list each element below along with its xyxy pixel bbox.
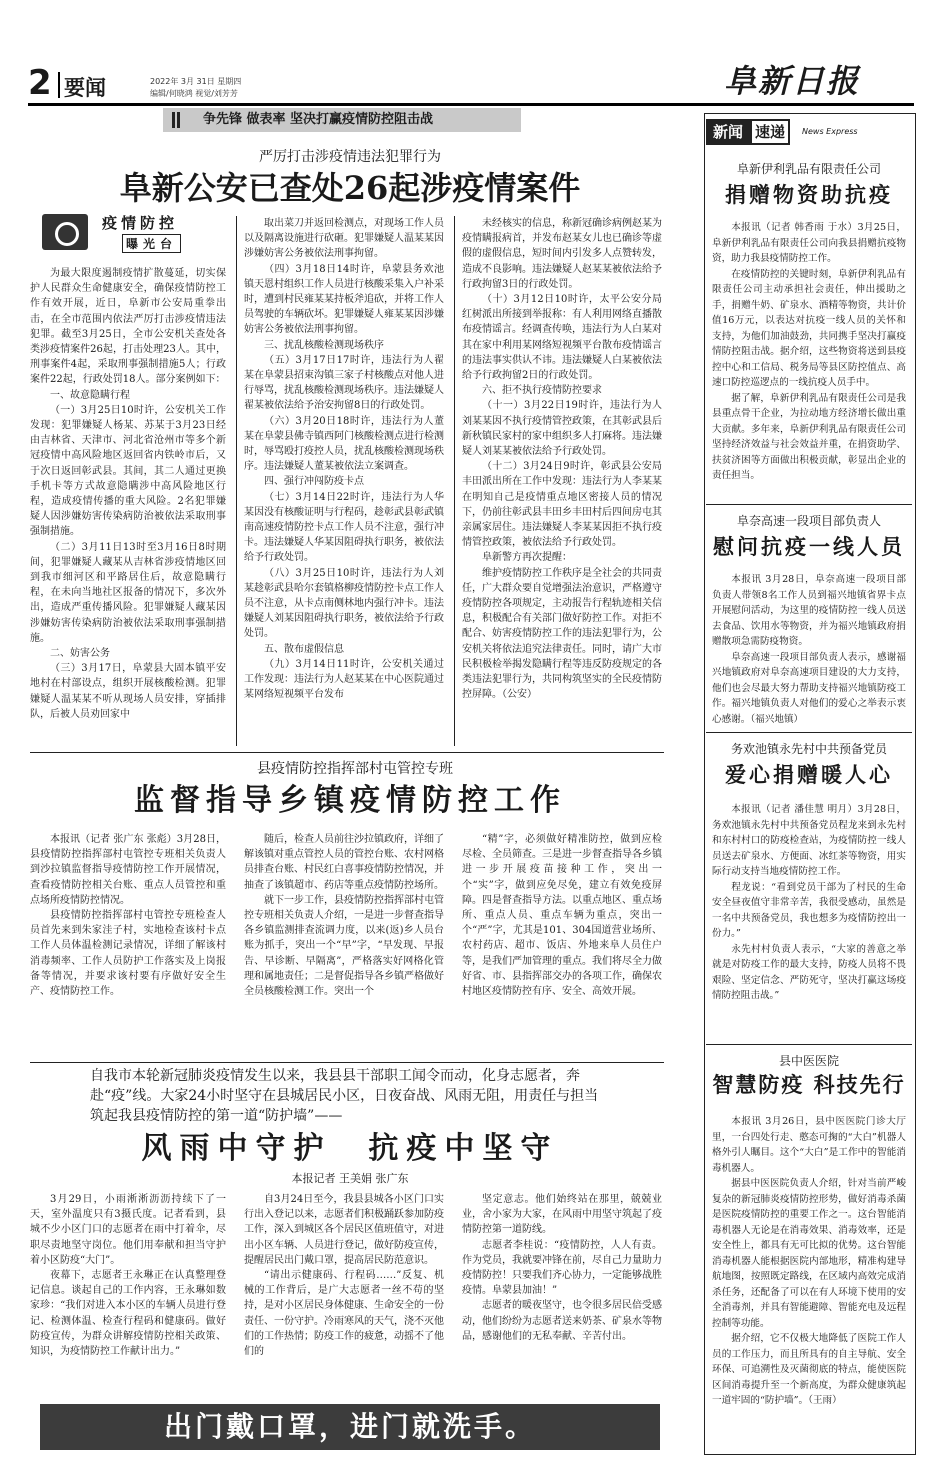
- section-divider: [58, 72, 60, 98]
- paragraph: （一）3月25日10时许，公安机关工作发现：犯罪嫌疑人杨某、苏某于3月23日经由吉林省、天津市、河北省沧州市等多个新冠疫情中高风险地区返回省内铁岭市后，又于次日返回彰武县。其间，其二人通过更换手机卡等方式故意隐瞒涉中高风险地区行程，造成疫情传播的重大风险。2名犯罪嫌疑人因涉嫌妨害传染病防治被依法采取刑事强制措施。: [30, 404, 226, 538]
- news-express-label-a: 新闻: [706, 119, 750, 145]
- paragraph: “请出示健康码、行程码……”反复、机械的工作背后，是广大志愿者一丝不苟的坚持，是对小区居民身体健康、生命安全的一份责任、一份守护。冷雨寒风的天气，浇不灭他们的工作热情；防疫工作的疲惫，动摇不了他们的: [244, 1270, 444, 1358]
- slogan-text: 出门戴口罩，进门就洗手。: [163, 1410, 536, 1443]
- paragraph: （五）3月17日17时许，违法行为人翟某在阜蒙县招束沟镇三家子村核酸点对他人进行辱骂，扰乱核酸检测现场秩序。违法嫌疑人翟某被依法给予治安拘留8日的行政处罚。: [244, 354, 444, 412]
- article2-column-3: [462, 832, 662, 1058]
- banner-bars-icon: [172, 112, 182, 128]
- paragraph: 四、强行冲闯防疫卡点: [264, 476, 364, 488]
- editors-line: 编辑/何晓鸿 视觉/刘芳芳: [150, 89, 238, 98]
- epidemic-exposure-logo: [42, 210, 202, 256]
- paragraph: “精”字，必须做好精准防控，做到应检尽检、全员筛查。三是进一步督查指导各乡镇进一步开展疫苗接种工作，突出一个“实”字，做到应免尽免，建立有效免疫屏障。四是督查指导方法。以重点地区、重点场所、重点人员、重点车辆为重点，突出一个“严”字，尤其是101、304国道营业场所、农村药店、超市、饭店、外地来阜人员住户等，是我们严加管理的重点。我们将尽全力做好省、市、县指挥部交办的各项工作，确保农村地区疫情防控有序、安全、高效开展。: [462, 834, 662, 998]
- paragraph: 取出菜刀并返回检测点，对现场工作人员以及隔离设施进行砍砸。犯罪嫌疑人温某某因涉嫌妨害公务被依法刑事拘留。: [244, 218, 444, 260]
- public-health-slogan: [40, 1404, 660, 1450]
- paragraph: 三、扰乱核酸检测现场秩序: [264, 339, 384, 351]
- paragraph: 在疫情防控的关键时刻，阜新伊利乳品有限责任公司主动承担社会责任，伸出援助之手，捐赠牛奶、矿泉水、酒精等物资，共计价值16万元，以表达对抗疫一线人员的关怀和支持，为他们加油鼓劲，共同携手坚决打赢疫情防控阻击战。据介绍，这些物资将送到县疫控中心和工信局、税务局等县区防控值点、高速口防控巡逻点的一线抗疫人员手中。: [712, 268, 906, 388]
- paragraph: （二）3月11日13时至3月16日8时期间，犯罪嫌疑人藏某从吉林省涉疫情地区回到我市细河区和平路居住后，故意隐瞒行程，在未向当地社区报备的情况下，多次外出，造成严重传播风险。犯罪嫌疑人藏某因涉嫌妨害传染病防治被依法采取刑事强制措施。: [30, 541, 226, 644]
- paragraph: 一、故意隐瞒行程: [50, 389, 130, 401]
- paragraph: （九）3月14日11时许，公安机关通过工作发现：违法行为人赵某某在中心医院通过某网络短视频平台发布: [244, 658, 444, 701]
- section-title: 要闻: [64, 76, 106, 100]
- article2-column-2: [244, 832, 444, 1058]
- paragraph: 志愿者的暖夜坚守，也令很多居民倍受感动，他们纷纷为志愿者送来奶茶、矿泉水等物品，感谢他们的无私奉献、辛苦付出。: [462, 1300, 662, 1342]
- sidebar-item-2-title: 慰问抗疫一线人员: [713, 534, 905, 559]
- sidebar-item-4-body: [712, 1114, 906, 1448]
- news-express-label-en: News Express: [802, 127, 858, 136]
- article3-byline: 本报记者 王美娟 张广东: [291, 1172, 409, 1185]
- paragraph: 本报讯 3月28日，阜奈高速一段项目部负责人带领8名工作人员到福兴地镇省界卡点开展慰问活动，为这里的疫情防控一线人员送去食品、饮用水等物资，并为福兴地镇政府捐赠散项急需防疫物资。: [712, 574, 906, 647]
- paragraph: 坚定意志。他们始终站在那里，兢兢业业，舍小家为大家，在风雨中用坚守筑起了疫情防控第一道防线。: [462, 1194, 662, 1236]
- article2-column-1: [30, 832, 226, 1058]
- paragraph: 志愿者李桂说：“疫情防控，人人有责。作为党员，我就要冲锋在前，尽自己力量助力疫情防控！只要我们齐心协力，一定能够战胜疫情。阜蒙县加油！”: [462, 1239, 662, 1297]
- logo-title: 疫情防控: [102, 214, 179, 232]
- paragraph: （四）3月18日14时许，阜蒙县务欢池镇天恩村组织工作人员进行核酸采集入户补采时，遭到村民雍某某持板斧追砍，并将工作人员驾驶的车辆砍坏。犯罪嫌疑人雍某某因涉嫌妨害公务被依法刑事拘留。: [244, 263, 444, 336]
- article2-kicker: 县疫情防控指挥部村屯管控专班: [257, 761, 453, 777]
- news-express-label-b: 速递: [750, 119, 790, 145]
- newspaper-name: 阜新日报: [724, 62, 861, 100]
- paragraph: （三）3月17日，阜蒙县大固本镇平安地村在村部设点，组织开展核酸检测。犯罪嫌疑人温某某不听从现场人员安排，穿插排队，后被人员劝回家中: [30, 663, 226, 720]
- paragraph: 据介绍，它不仅极大地降低了医院工作人员的工作压力，而且所具有的自主导航、安全环保、可追溯性及灭菌彻底的特点，能使医院区间消毒提升至一个新高度，为群众健康筑起一道牢固的“防护墙”。（王雨）: [712, 1333, 906, 1406]
- logo-subtitle: 曝光台: [122, 234, 181, 253]
- sidebar-item-3-body: [712, 802, 906, 1038]
- paragraph: （七）3月14日22时许，违法行为人华某因没有核酸证明与行程码，趁彰武县彰武镇南高速疫情防控卡点工作人员不注意，强行冲卡。违法嫌疑人华某因阻碍执行职务，被依法给予行政处罚。: [244, 491, 444, 564]
- paragraph: 永先村村负责人表示，“大家的善意之举就是对防疫工作的最大支持，防疫人员将不畏艰险、坚定信念、严防死守，坚决打赢这场疫情防控阻击战。”: [712, 943, 906, 1001]
- article3-headline: 风雨中守护 抗疫中坚守: [141, 1131, 559, 1166]
- article2-headline: 监督指导乡镇疫情防控工作: [134, 783, 566, 818]
- paragraph: 五、散布虚假信息: [264, 643, 344, 655]
- paragraph: （十）3月12日10时许，太平公安分局红树派出所接到举报称：有人利用网络直播散布疫情谣言。经调查传唤，违法行为人白某对其在家中利用某网络短视频平台散布疫情谣言的违法事实供认不讳。违法嫌疑人白某被依法给予行政拘留2日的行政处罚。: [462, 294, 662, 382]
- paragraph: 据县中医医院负责人介绍，针对当前严峻复杂的新冠肺炎疫情防控形势，做好消毒杀菌是医院疫情防控的重要工作之一。这台智能消毒机器人无论是在消毒效果、消毒效率，还是安全性上，都具有无可比拟的优势。这台智能消毒机器人能根据医院内部地形，精准构建导航地图，按照既定路线，在区域内高效完成消杀任务，还配备了可以在有人环境下使用的安全消毒剂，并具有智能避障、智能充电及远程控制等功能。: [712, 1178, 906, 1329]
- article3-column-3: [462, 1192, 662, 1396]
- article1-column-2: [244, 216, 444, 756]
- paragraph: 二、妨害公务: [50, 648, 110, 660]
- paragraph: 据了解，阜新伊利乳品有限责任公司是我县重点骨干企业，为拉动地方经济增长做出重大贡献。多年来，阜新伊利乳品有限责任公司坚持经济效益与社会效益并重，在捐资助学、扶贫济困等方面做出积极贡献，彰显出企业的责任担当。: [712, 392, 906, 481]
- paragraph: 阜奈高速一段项目部负责人表示，感谢福兴地镇政府对阜奈高速项目建设的大力支持，他们也会尽最大努力帮助支持福兴地镇防疫工作。福兴地镇负责人对他们的爱心之举表示衷心感谢。（福兴地镇）: [712, 651, 906, 725]
- sidebar-item-4-kicker: 县中医医院: [778, 1054, 839, 1068]
- paragraph: 本报讯（记者 潘佳慧 明月）3月28日，务欢池镇永先村中共预备党员程龙来到永先村和东村村口的防疫检查站，为疫情防控一线人员送去矿泉水、方便面、冰红茶等物资，用实际行动支持当地疫情防控工作。: [712, 804, 906, 877]
- camera-icon: [42, 214, 88, 250]
- paragraph: 本报讯（记者 韩香雨 于水）3月25日，阜新伊利乳品有限责任公司向我县捐赠抗疫物资，助力我县疫情防控工作。: [712, 222, 906, 264]
- sidebar-item-3-kicker: 务欢池镇永先村中共预备党员: [730, 742, 887, 756]
- campaign-banner: [163, 108, 521, 132]
- paragraph: 县疫情防控指挥部村屯管控专班检查人员首先来到朱家洼子村，实地检查该村卡点工作人员体温检测记录情况，详细了解该村消毒频率、工作人员防护工作落实及上岗报备等情况，并要求该村要有序做好安全生产、疫情防控工作。: [30, 910, 226, 998]
- paragraph: （十一）3月22日19时许，违法行为人刘某某因不执行疫情管控政策，在其彰武县后新秋镇民家村的家中组织多人打麻将。违法嫌疑人刘某某被依法给予行政处罚。: [462, 400, 662, 458]
- article1-headline: 阜新公安已查处26起涉疫情案件: [119, 169, 581, 207]
- paragraph: 夜幕下，志愿者王永琳正在认真整理登记信息。谈起自己的工作内容，王永琳如数家珍：“我们对进入本小区的车辆人员进行登记、检测体温、检查行程码和健康码。做好防疫宣传，为群众讲解疫情防控相关政策、知识，为疫情防控工作献计出力。”: [30, 1270, 226, 1358]
- page-number: 2: [28, 63, 52, 103]
- paragraph: 阜新警方再次提醒：: [482, 552, 572, 564]
- paragraph: 为最大限度遏制疫情扩散蔓延，切实保护人民群众生命健康安全，确保疫情防控工作有效开展，近日，阜新市公安局重拳出击，在全市范围内依法严厉打击涉疫情违法犯罪。截至3月25日，全市公安机关查处各类涉疫情案件26起，打击处理23人。其中，刑事案件4起，采取刑事强制措施5人；行政案件22起，行政处罚18人。部分案例如下：: [30, 268, 226, 386]
- paragraph: 自3月24日至今，我县县城各小区门口实行出入登记以来，志愿者们积极踊跃参加防疫工作，深入到城区各个居民区值班值守，对进出小区车辆、人员进行登记，做好防疫宣传，提醒居民出门戴口罩，提高居民防范意识。: [244, 1194, 444, 1266]
- paragraph: 程龙说：“看到党员干部为了村民的生命安全昼夜值守非常辛苦，我很受感动，虽然是一名中共预备党员，我也想多为疫情防控出一份力。”: [712, 881, 906, 939]
- sidebar-item-2-body: [712, 572, 906, 728]
- article1-column-3: [462, 216, 662, 756]
- sidebar-item-1-body: [712, 220, 906, 502]
- paragraph: 六、拒不执行疫情防控要求: [482, 385, 602, 397]
- sidebar-item-1-kicker: 阜新伊利乳品有限责任公司: [736, 162, 881, 176]
- article3-intro: 自我市本轮新冠肺炎疫情发生以来，我县县干部职工闻令而动，化身志愿者，奔赴“疫”线。大家24小时坚守在县城居民小区，日夜奋战、风雨无阻，用责任与担当筑起我县疫情防控的第一道“防护墙”——: [90, 1068, 599, 1124]
- paragraph: （十二）3月24日9时许，彰武县公安局丰田派出所在工作中发现：违法行为人李某某在明知自己是疫情重点地区密接人员的情况下，仍前往彰武县丰田乡丰田村后四间房屯其亲属家居住。违法嫌疑人李某某因拒不执行疫情管控政策，被依法给予行政处罚。: [462, 461, 662, 549]
- sidebar-item-1-title: 捐赠物资助抗疫: [725, 182, 893, 207]
- paragraph: 维护疫情防控工作秩序是全社会的共同责任，广大群众要自觉增强法治意识，严格遵守疫情防控各项规定，主动报告行程轨迹相关信息，积极配合有关部门做好防控工作。对拒不配合、妨害疫情防控工作的违法犯罪行为，公安机关将依法追究法律责任。同时，请广大市民积极检举揭发隐瞒行程等违反防疫规定的各类违法犯罪行为，共同构筑坚实的全民疫情防控屏障。（公安）: [462, 567, 662, 701]
- sidebar-item-3-title: 爱心捐赠暖人心: [725, 762, 893, 787]
- sidebar-item-2-kicker: 阜奈高速一段项目部负责人: [736, 514, 881, 528]
- sidebar-item-4-title: 智慧防疫 科技先行: [712, 1072, 906, 1097]
- paragraph: 就下一步工作，县疫情防控指挥部村屯管控专班相关负责人介绍，一是进一步督查指导各乡镇监测排查流调力度，以来(返)乡人员台账为抓手，突出一个“早”字，“早发现、早报告、早诊断、早隔离”，严格落实好网格化管理和属地责任；二是督促指导各乡镇严格做好全员核酸检测工作。突出一个: [244, 894, 444, 998]
- paragraph: 未经核实的信息，称新冠确诊病例赵某为疫情瞒报病首，并发布赵某女儿也已确诊等虚假的虚假信息，短时间内引发多人点赞转发，造成不良影响。违法嫌疑人赵某某被依法给予行政拘留3日的行政处罚。: [462, 218, 662, 290]
- paragraph: 随后，检查人员前往沙拉镇政府，详细了解该镇对重点管控人员的管控台账、农村网格员排查台账、村民红白喜事疫情防控情况，并抽查了该镇超市、药店等重点疫情防控场所。: [244, 834, 444, 891]
- date-line: 2022年 3月 31日 星期四: [150, 77, 242, 86]
- paragraph: 本报讯（记者 张广东 张彪）3月28日，县疫情防控指挥部村屯管控专班相关负责人到沙拉镇监督指导疫情防控工作开展情况，查看疫情防控相关台账、重点人员管控和重点场所疫情防控情况。: [30, 834, 226, 906]
- news-express-header: [706, 119, 912, 147]
- paragraph: 3月29日，小雨淅淅沥沥持续下了一天，室外温度只有3摄氏度。记者看到，县城不少小区门口的志愿者在雨中打着伞，尽职尽责地坚守岗位。他们用奉献和担当守护着小区防疫“大门”。: [30, 1194, 226, 1266]
- campaign-banner-text: 争先锋 做表率 坚决打赢疫情防控阻击战: [203, 112, 434, 127]
- article3-column-1: [30, 1192, 226, 1396]
- paragraph: （六）3月20日18时许，违法行为人董某在阜蒙县佛寺镇西阿门核酸检测点进行检测时，辱骂殴打疫控人员，扰乱核酸检测现场秩序。违法嫌疑人董某被依法立案调查。: [244, 415, 444, 473]
- masthead-rule: [28, 103, 914, 106]
- article1-kicker: 严厉打击涉疫情违法犯罪行为: [259, 149, 441, 165]
- paragraph: 本报讯 3月26日，县中医医院门诊大厅里，一台四处行走、憨态可掬的“大白”机器人格外引人瞩目。这个“大白”是工作中的智能消毒机器人。: [712, 1116, 906, 1174]
- article3-column-2: [244, 1192, 444, 1396]
- paragraph: （八）3月25日10时许，违法行为人刘某趁彰武县哈尔套镇格柳疫情防控卡点工作人员不注意，从卡点南侧林地内强行冲卡。违法嫌疑人刘某因阻碍执行职务，被依法给予行政处罚。: [244, 567, 444, 640]
